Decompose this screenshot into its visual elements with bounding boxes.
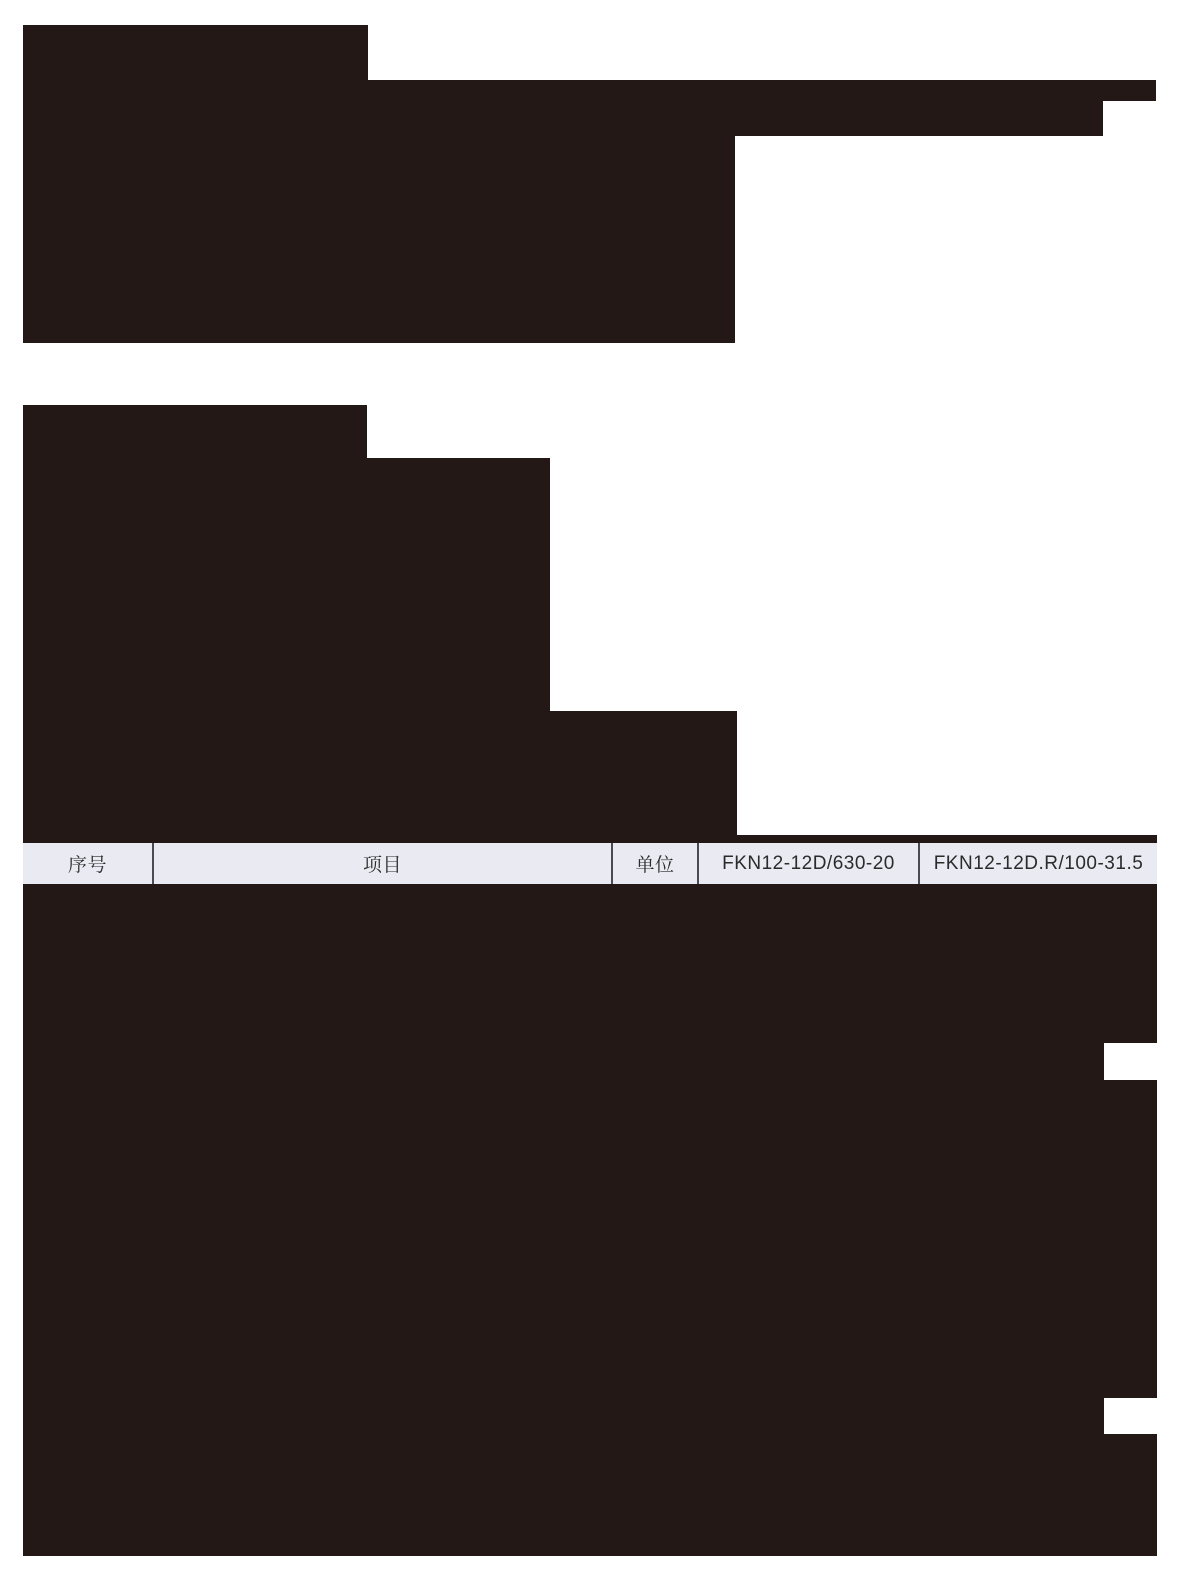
header-cell-model-2: FKN12-12D.R/100-31.5: [918, 843, 1157, 884]
redacted-table-body: [23, 884, 1157, 1556]
header-cell-unit: 单位: [611, 843, 697, 884]
table-top-border: [23, 835, 1157, 843]
header-cell-index: 序号: [67, 855, 107, 876]
redacted-block-top-4: [23, 136, 735, 343]
spec-table-header-row: [23, 843, 1157, 884]
redacted-block-middle-1: [23, 405, 367, 458]
header-cell-model-1: FKN12-12D/630-20: [697, 843, 918, 884]
redacted-block-top-2: [23, 80, 1156, 101]
redacted-block-middle-2: [23, 458, 550, 711]
redacted-block-middle-3: [23, 711, 737, 835]
redacted-block-top-1: [23, 25, 368, 80]
header-cell-item: 项目: [152, 843, 611, 884]
empty-cell-gap-2: [1104, 1398, 1157, 1434]
empty-cell-gap-1: [1104, 1043, 1157, 1080]
redacted-block-top-3: [23, 101, 1103, 136]
